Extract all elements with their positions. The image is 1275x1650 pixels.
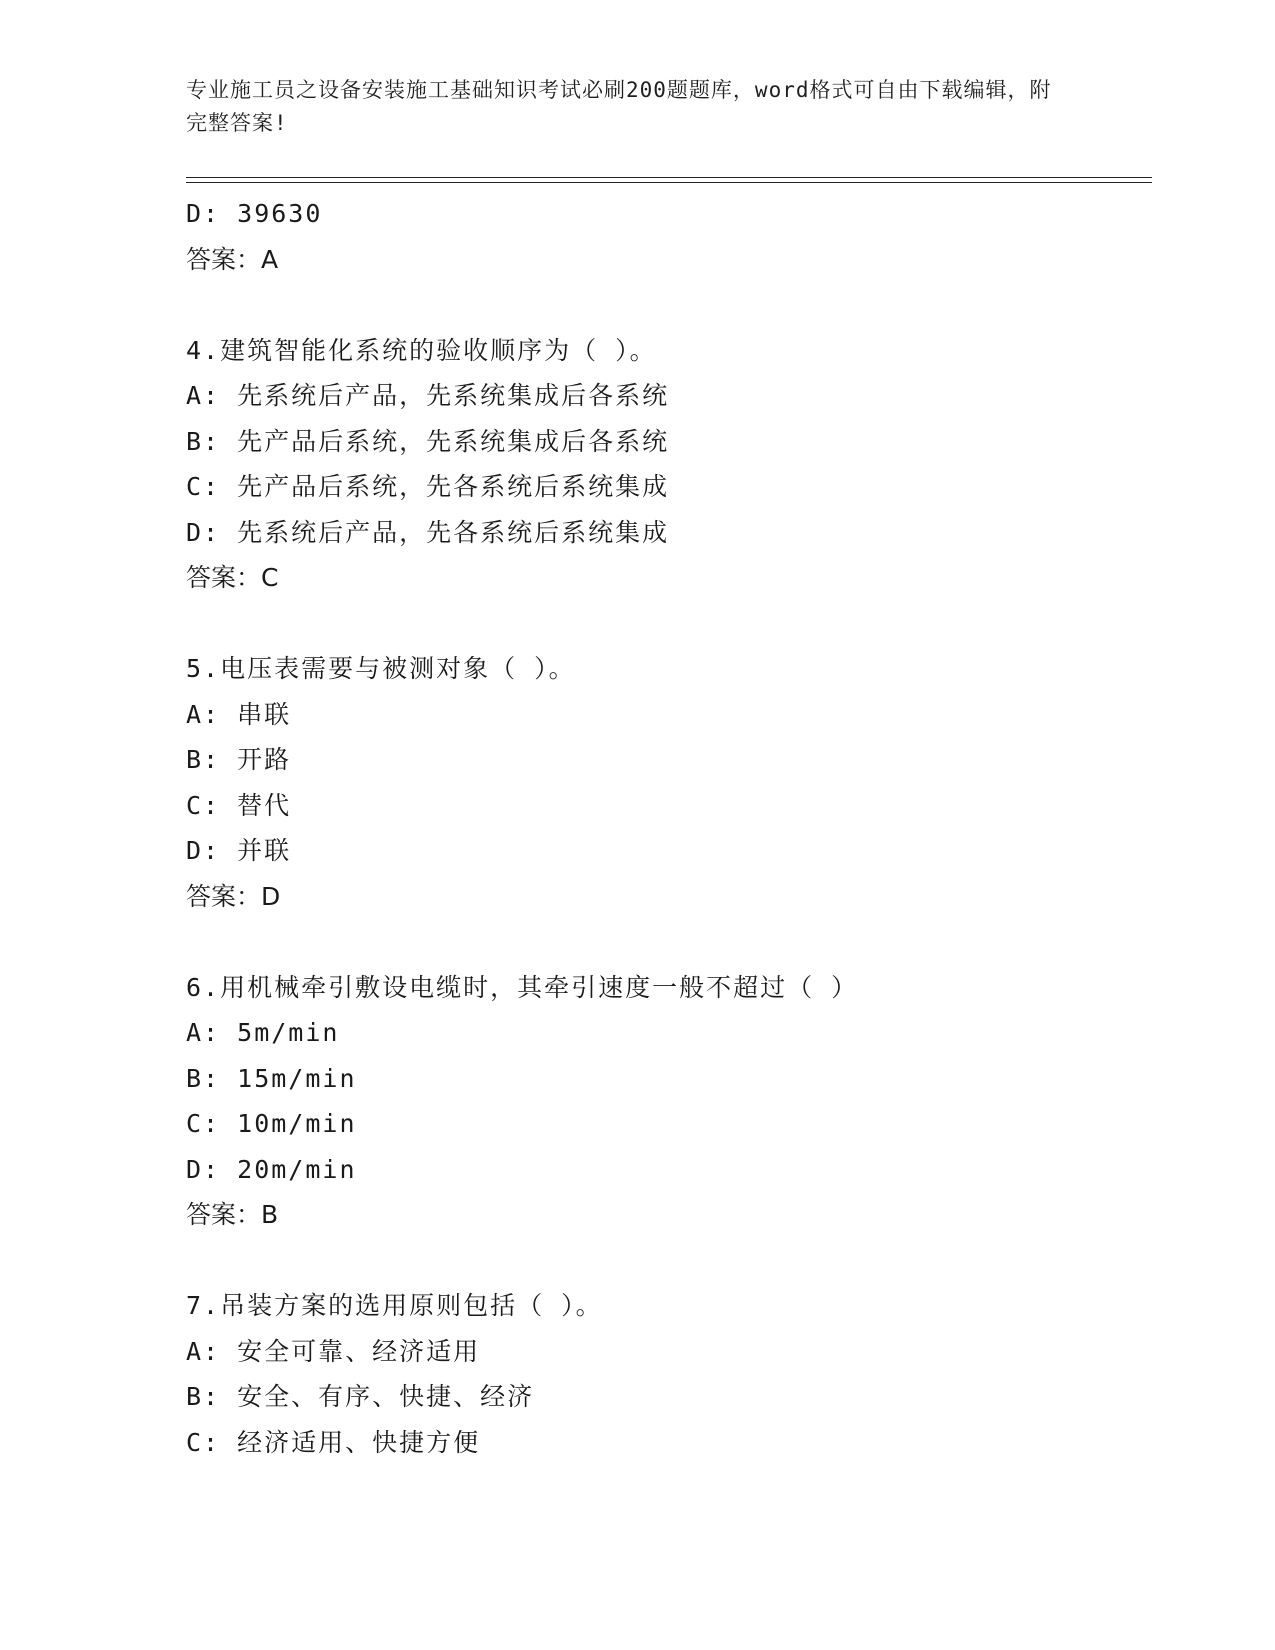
question-text: 6.用机械牵引敷设电缆时，其牵引速度一般不超过（ ） [186,972,859,1002]
option-a: A: 串联 [186,699,292,729]
option-b: B: 先产品后系统，先系统集成后各系统 [186,426,670,456]
option-a: A: 安全可靠、经济适用 [186,1336,481,1366]
document-header-title: 专业施工员之设备安装施工基础知识考试必刷200题题库，word格式可自由下载编辑，附完整答案! [186,78,1052,135]
answer-line: 答案：C [186,563,279,592]
header-rule-top [186,177,1152,178]
header-rule-bottom [186,182,1152,183]
block-spacer [186,601,1152,647]
block-spacer [186,282,1152,328]
option-d: D: 先系统后产品，先各系统后系统集成 [186,517,670,547]
question-block [186,646,1152,919]
answer-line: 答案：B [186,1200,279,1229]
option-b: B: 开路 [186,745,292,774]
option-b: B: 15m/min [186,1063,357,1093]
question-block [186,328,1152,601]
answer-line: 答案：D [186,881,281,911]
option-a: A: 5m/min [186,1018,340,1047]
option-a: A: 先系统后产品，先系统集成后各系统 [186,381,670,410]
option-c: C: 先产品后系统，先各系统后系统集成 [186,472,670,501]
option-c: C: 替代 [186,790,292,820]
question-block [186,191,1152,282]
option-b: B: 安全、有序、快捷、经济 [186,1382,535,1411]
option-c: C: 10m/min [186,1109,357,1138]
block-spacer [186,919,1152,965]
option-d: D: 并联 [186,836,292,865]
answer-line: 答案：A [186,244,279,274]
option-d: D: 39630 [186,199,323,228]
question-text: 5.电压表需要与被测对象（ ）。 [186,654,576,683]
option-d: D: 20m/min [186,1154,357,1184]
question-list [186,191,1152,1465]
question-block [186,1283,1152,1465]
question-block [186,965,1152,1238]
question-text: 4.建筑智能化系统的验收顺序为（ ）。 [186,335,657,365]
option-c: C: 经济适用、快捷方便 [186,1427,481,1457]
question-text: 7.吊装方案的选用原则包括（ ）。 [186,1291,603,1320]
block-spacer [186,1238,1152,1284]
